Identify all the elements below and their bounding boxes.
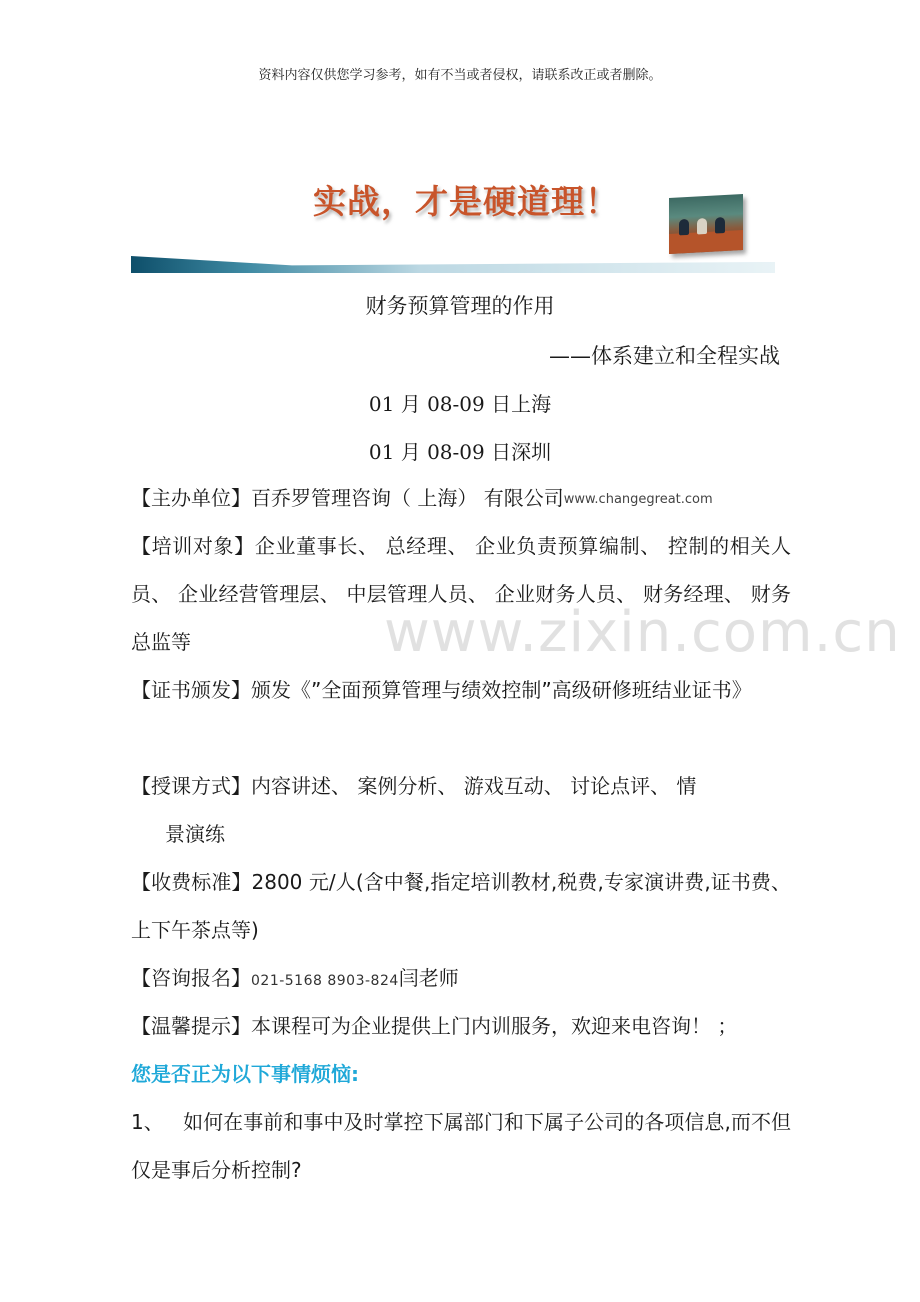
photo-person: [679, 219, 689, 236]
contact-teacher: 闫老师: [398, 966, 459, 990]
question-number: 1、: [131, 1110, 164, 1134]
certificate-value: 颁发《”全面预算管理与绩效控制”高级研修班结业证书》: [251, 678, 752, 702]
tip-value: 本课程可为企业提供上门内训服务，欢迎来电咨询！ ；: [251, 1014, 738, 1038]
fee-value: 2800 元/人(含中餐,指定培训教材,税费,专家演讲费,证书费、 上下午茶点等): [131, 870, 792, 942]
tip-row: [131, 1002, 791, 1050]
contact-label: 【咨询报名】: [131, 966, 251, 990]
organizer-value: 百乔罗管理咨询（ 上海） 有限公司: [251, 486, 564, 510]
organizer-label: 【主办单位】: [131, 486, 251, 510]
audience-label: 【培训对象】: [131, 534, 255, 558]
question-text: 如何在事前和事中及时掌控下属部门和下属子公司的各项信息,而不但仅是事后分析控制?: [131, 1110, 792, 1182]
audience-value: 企业董事长、 总经理、 企业负责预算编制、 控制的相关人员、 企业经营管理层、 中层管理人员、 企业财务人员、 财务经理、 财务总监等: [131, 534, 792, 654]
certificate-row: [131, 666, 791, 714]
questions-heading: 您是否正为以下事情烦恼:: [131, 1062, 359, 1086]
method-value-cont: 景演练: [165, 822, 225, 846]
banner: [131, 160, 775, 275]
audience-row: [131, 522, 791, 666]
contact-row: [131, 954, 791, 1005]
document-title: 财务预算管理的作用: [365, 294, 555, 318]
method-row: [131, 762, 791, 858]
photo-person: [697, 218, 707, 235]
method-value: 内容讲述、 案例分析、 游戏互动、 讨论点评、 情: [251, 774, 697, 798]
banner-bar: [131, 256, 775, 273]
meeting-photo: [669, 194, 743, 254]
fee-label: 【收费标准】: [131, 870, 252, 894]
contact-phone[interactable]: 021-5168 8903-824: [251, 973, 399, 989]
certificate-label: 【证书颁发】: [131, 678, 251, 702]
method-label: 【授课方式】: [131, 774, 251, 798]
photo-person: [715, 217, 725, 234]
date-shenzhen: 01 月 08-09 日深圳: [368, 440, 552, 464]
question-item: [131, 1098, 791, 1194]
banner-slogan: 实战，才是硬道理！: [313, 182, 619, 221]
tip-label: 【温馨提示】: [131, 1014, 251, 1038]
document-subtitle: ——体系建立和全程实战: [549, 344, 780, 368]
organizer-row: [131, 474, 791, 524]
date-shanghai: 01 月 08-09 日上海: [368, 392, 552, 416]
disclaimer-text: 资料内容仅供您学习参考，如有不当或者侵权，请联系改正或者删除。: [258, 68, 662, 83]
watermark: www.zixin.com.cn: [384, 600, 901, 665]
organizer-site[interactable]: www.changegreat.com: [563, 492, 713, 507]
fee-row: [131, 858, 791, 954]
